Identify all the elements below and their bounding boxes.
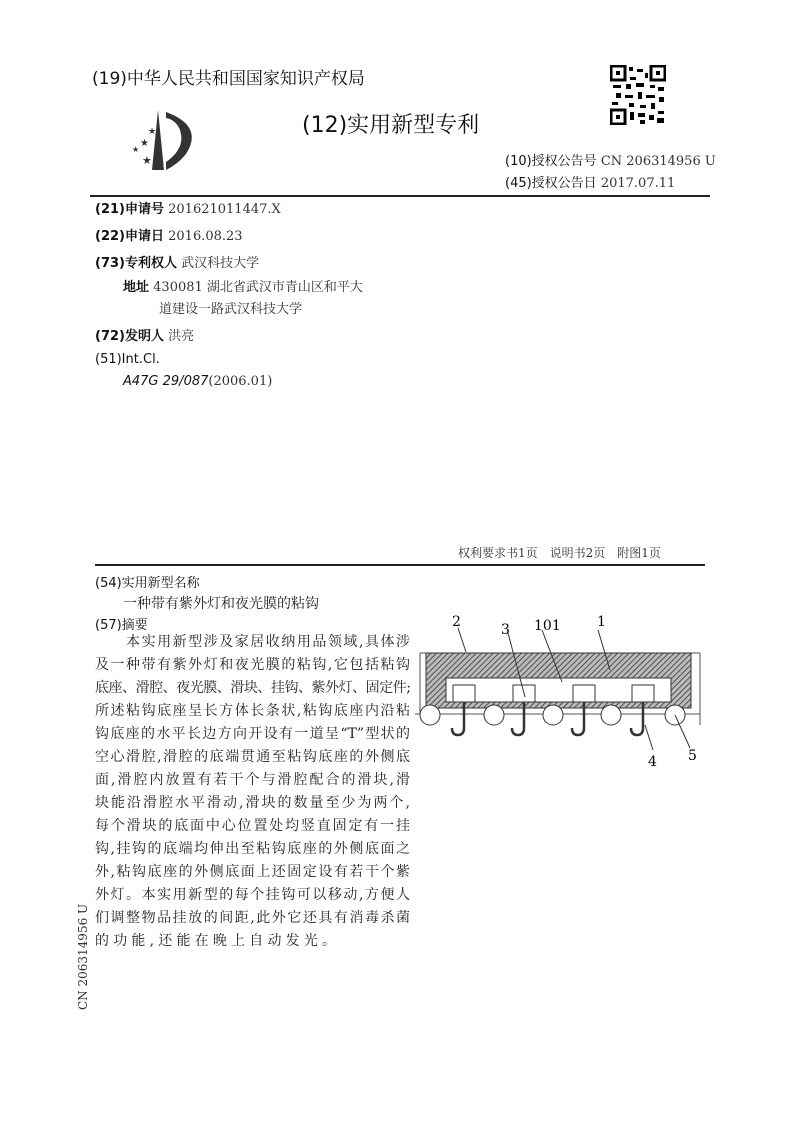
patentee xyxy=(95,252,259,271)
abstract-line: 的功能,还能在晚上自动发光。 xyxy=(95,933,341,949)
abstract-line: 外,粘钩底座的外侧底面上还固定设有若干个紫 xyxy=(95,864,410,880)
header-divider xyxy=(90,195,710,197)
label-lamp: 5 xyxy=(688,748,697,764)
svg-text:★: ★ xyxy=(132,145,140,154)
abstract-line: 空心滑腔,滑腔的底端贯通至粘钩底座的外侧底 xyxy=(95,749,410,765)
side-publication-number: CN 206314956 U xyxy=(76,903,90,1010)
abstract-line: 块能沿滑腔水平滑动,滑块的数量至少为两个, xyxy=(95,795,410,811)
application-number xyxy=(95,198,281,217)
address xyxy=(123,276,363,295)
label-cavity: 101 xyxy=(534,618,561,634)
abstract-figure xyxy=(410,600,720,780)
title-label: (54)实用新型名称 xyxy=(95,576,200,591)
publication-date-label: (45)授权公告日 xyxy=(505,176,597,191)
abstract-line: 底座、滑腔、夜光膜、滑块、挂钩、紫外灯、固定件; xyxy=(95,680,410,696)
abstract-line: 及一种带有紫外灯和夜光膜的粘钩,它包括粘钩 xyxy=(95,657,410,673)
abstract-line: 面,滑腔内放置有若干个与滑腔配合的滑块,滑 xyxy=(95,772,410,788)
abstract-divider xyxy=(95,564,705,566)
label-slider: 3 xyxy=(501,622,510,638)
publication-number-value: CN 206314956 U xyxy=(600,154,716,169)
abstract-line: 外灯。本实用新型的每个挂钩可以移动,方便人 xyxy=(95,887,410,903)
int-cl-code: A47G 29/087 xyxy=(123,374,209,389)
abstract-line: 每个滑块的底面中心位置处均竖直固定有一挂 xyxy=(95,818,410,834)
label-base: 2 xyxy=(452,614,461,630)
pages-summary: 权利要求书1页 说明书2页 附图1页 xyxy=(458,546,661,560)
address-line-1: 430081 湖北省武汉市青山区和平大 xyxy=(153,280,363,295)
label-hook: 4 xyxy=(648,754,657,770)
application-date xyxy=(95,225,243,244)
publication-date xyxy=(505,172,675,191)
utility-model-title: 一种带有紫外灯和夜光膜的粘钩 xyxy=(123,596,319,612)
qr-code xyxy=(610,65,666,125)
int-cl-label: (51)Int.Cl. xyxy=(95,352,160,367)
svg-text:★: ★ xyxy=(140,138,149,149)
patentee-value: 武汉科技大学 xyxy=(181,256,260,271)
abstract-label: (57)摘要 xyxy=(95,618,148,633)
inventor-value: 洪亮 xyxy=(168,329,195,344)
abstract-line: 本实用新型涉及家居收纳用品领域,具体涉 xyxy=(95,634,410,650)
abstract-line: 钩,挂钩的底端均伸出至粘钩底座的外侧底面之 xyxy=(95,841,410,857)
svg-text:★: ★ xyxy=(142,154,152,167)
address-label: 地址 xyxy=(123,280,150,295)
publication-date-value: 2017.07.11 xyxy=(600,176,676,191)
patent-kind: (12)实用新型专利 xyxy=(302,113,480,138)
address-line-2-value: 道建设一路武汉科技大学 xyxy=(159,302,303,317)
publication-number-label: (10)授权公告号 xyxy=(505,154,597,169)
svg-text:★: ★ xyxy=(148,127,157,137)
label-film: 1 xyxy=(597,614,606,630)
application-number-value: 201621011447.X xyxy=(168,202,281,217)
publication-number xyxy=(505,150,716,169)
int-cl xyxy=(123,374,272,389)
patentee-label: (73)专利权人 xyxy=(95,256,177,271)
cnipa-logo xyxy=(128,108,208,172)
application-date-value: 2016.08.23 xyxy=(168,229,243,244)
inventor xyxy=(95,325,194,344)
issuing-office: (19)中华人民共和国国家知识产权局 xyxy=(92,69,365,89)
application-date-label: (22)申请日 xyxy=(95,229,164,244)
abstract-line: 所述粘钩底座呈长方体长条状,粘钩底座内沿粘 xyxy=(95,703,410,719)
address-line-2 xyxy=(159,298,302,317)
inventor-label: (72)发明人 xyxy=(95,329,164,344)
int-cl-version: (2006.01) xyxy=(208,374,273,389)
abstract-line: 钩底座的水平长边方向开设有一道呈“T”型状的 xyxy=(95,726,410,742)
application-number-label: (21)申请号 xyxy=(95,202,164,217)
abstract-line: 们调整物品挂放的间距,此外它还具有消毒杀菌 xyxy=(95,910,410,926)
